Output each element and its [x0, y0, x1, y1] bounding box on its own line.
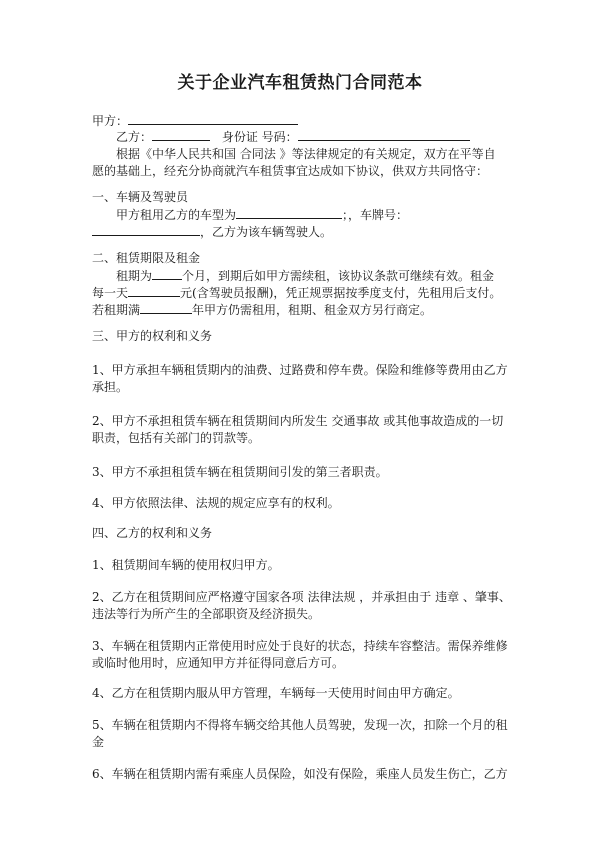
document-title: 关于企业汽车租赁热门合同范本 [177, 73, 423, 93]
rent-label: 每一天 [92, 286, 129, 300]
section-3-item-1-line-2: 承担。 [92, 380, 129, 394]
section-1-line-1 [116, 206, 408, 223]
section-3-item-2-line-2: 职责，包括有关部门的罚款等。 [92, 431, 261, 445]
section-2-line-2 [92, 284, 501, 301]
rent-amount-blank [128, 285, 180, 297]
section-4-heading: 四、乙方的权利和义务 [92, 526, 213, 540]
party-b-line [116, 128, 470, 145]
renewal-years-blank [140, 302, 192, 314]
vehicle-model-label: 甲方租用乙方的车型为 [116, 208, 237, 222]
driver-name-blank [92, 224, 200, 236]
party-b-id-blank [298, 129, 470, 141]
section-4-item-1: 1、租赁期间车辆的使用权归甲方。 [92, 558, 280, 572]
section-4-item-4: 4、乙方在租赁期内服从甲方管理，车辆每一天使用时间由甲方确定。 [92, 686, 460, 700]
party-a-line [92, 112, 298, 129]
section-2-line-3 [92, 301, 432, 318]
section-3-item-4: 4、甲方依照法律、法规的规定应享有的权利。 [92, 496, 340, 510]
term-label: 租期为 [116, 269, 153, 283]
plate-number-label: ；，车牌号： [342, 208, 409, 222]
section-4-item-5-line-2: 金 [92, 735, 105, 749]
section-2-heading: 二、租赁期限及租金 [92, 251, 201, 265]
section-3-item-1-line-1: 1、甲方承担车辆租赁期内的油费、过路费和停车费。保险和维修等费用由乙方 [92, 363, 508, 377]
driver-text: ，乙方为该车辆驾驶人。 [200, 225, 333, 239]
term-text: 个月，到期后如甲方需续租，该协议条款可继续有效。租金 [182, 269, 495, 283]
party-b-blank [152, 129, 210, 141]
section-4-item-3-line-1: 3、车辆在租赁期内正常使用时应处于良好的状态，持续车容整洁。需保养维修 [92, 639, 508, 653]
renewal-label: 若租期满 [92, 303, 141, 317]
vehicle-model-blank [236, 207, 342, 219]
section-4-item-2-line-1: 2、乙方在租赁期间应严格遵守国家各项 法律法规 ，并承担由于 违章 、肇事、 [92, 590, 511, 604]
renewal-text: 年甲方仍需租用，租期、租金双方另行商定。 [192, 303, 433, 317]
rent-text: 元(含驾驶员报酬)，凭正规票据按季度支付，先租用后支付。 [180, 286, 502, 300]
section-4-item-5-line-1: 5、车辆在租赁期内不得将车辆交给其他人员驾驶，发现一次，扣除一个月的租 [92, 718, 508, 732]
party-b-label: 乙方： [116, 130, 153, 144]
party-a-label: 甲方： [92, 114, 129, 128]
party-a-blank [128, 113, 298, 125]
section-3-item-3: 3、甲方不承担租赁车辆在租赁期间引发的第三者职责。 [92, 465, 388, 479]
intro-line-2: 愿的基础上，经充分协商就汽车租赁事宜达成如下协议，供双方共同恪守： [92, 164, 489, 178]
section-2-line-1 [116, 267, 494, 284]
section-4-item-2-line-2: 违法等行为所产生的全部职资及经济损失。 [92, 607, 321, 621]
section-1-line-2 [92, 223, 332, 240]
section-3-item-2-line-1: 2、甲方不承担租赁车辆在租赁期间内所发生 交通事故 或其他事故造成的一切 [92, 414, 504, 428]
party-b-id-label: 身份证 号码： [221, 130, 298, 144]
section-4-item-3-line-2: 或临时他用时，应通知甲方并征得同意后方可。 [92, 656, 345, 670]
intro-line-1: 根据《中华人民共和国 合同法 》等法律规定的有关规定，双方在平等自 [116, 147, 496, 161]
section-1-heading: 一、车辆及驾驶员 [92, 190, 189, 204]
term-months-blank [152, 268, 182, 280]
section-3-heading: 三、甲方的权利和义务 [92, 329, 213, 343]
section-4-item-6-line-1: 6、车辆在租赁期内需有乘座人员保险，如没有保险，乘座人员发生伤亡，乙方 [92, 767, 508, 781]
